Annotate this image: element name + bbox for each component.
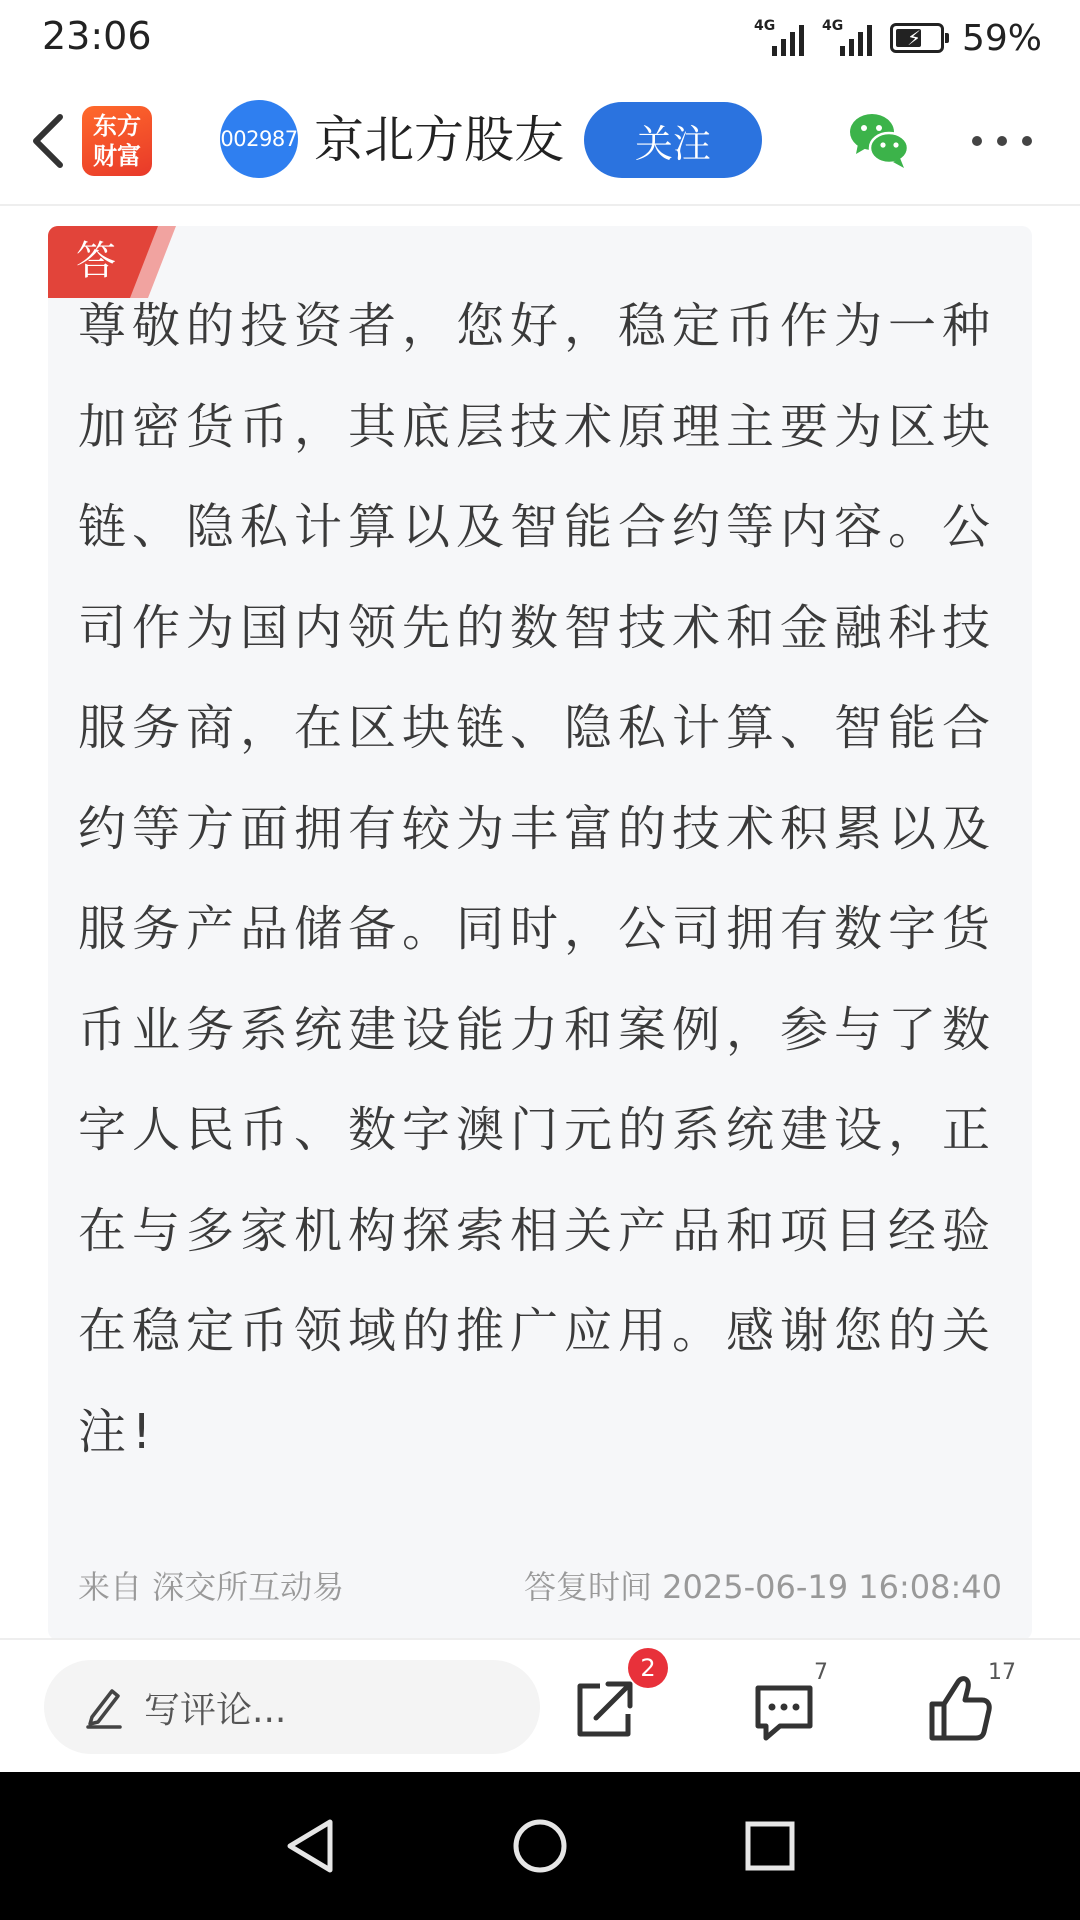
nav-recents-icon[interactable] (732, 1808, 808, 1884)
share-button[interactable] (560, 1654, 656, 1754)
answer-card (48, 226, 1032, 1640)
app-logo[interactable] (82, 106, 152, 176)
share-badge: 2 (628, 1648, 668, 1688)
back-arrow-icon (28, 113, 68, 169)
more-icon (972, 136, 1032, 146)
wechat-share-button[interactable] (846, 106, 912, 172)
battery-percent: 59% (961, 17, 1042, 59)
source-label: 来自 深交所互动易 (78, 1568, 345, 1606)
battery-icon: ⚡ (890, 23, 944, 53)
follow-button[interactable]: 关注 (584, 102, 762, 178)
answer-text: 尊敬的投资者，您好，稳定币作为一种加密货币，其底层技术原理主要为区块链、隐私计算以及智能合约等内容。公司作为国内领先的数智技术和金融科技服务商，在区块链、隐私计算、智能合约等方面拥有较为丰富的技术积累以及服务产品储备。同时，公司拥有数字货币业务系统建设能力和案例，参与了数字人民币、数字澳门元的系统建设，正在与多家机构探索相关产品和项目经验在稳定币领域的推广应用。感谢您的关注! (78, 298, 997, 1460)
app-logo-line1: 东方 (93, 112, 141, 140)
page-title[interactable]: 京北方股友 (314, 111, 564, 169)
signal-label: 4G (821, 18, 844, 34)
answer-badge-label: 答 (76, 238, 116, 284)
status-time: 23:06 (42, 14, 152, 58)
back-button[interactable] (18, 106, 78, 176)
nav-home-icon[interactable] (502, 1808, 578, 1884)
nav-back-icon[interactable] (272, 1808, 348, 1884)
pencil-icon (86, 1685, 122, 1729)
stock-code: 002987 (220, 127, 298, 151)
like-count: 17 (988, 1660, 1016, 1685)
signal-icon (822, 18, 878, 58)
like-button[interactable] (916, 1660, 1016, 1754)
status-bar (0, 0, 1080, 78)
signal-label: 4G (753, 18, 776, 34)
status-icons (754, 16, 1042, 60)
app-logo-line2: 财富 (93, 142, 141, 170)
comment-count: 7 (814, 1660, 828, 1685)
wechat-icon (846, 106, 912, 172)
header (0, 78, 1080, 206)
comment-input[interactable] (44, 1660, 540, 1754)
stock-avatar[interactable] (220, 100, 298, 178)
action-bar (0, 1638, 1080, 1772)
signal-icon (754, 18, 810, 58)
reply-time: 答复时间 2025-06-19 16:08:40 (523, 1568, 1002, 1606)
more-button[interactable] (972, 116, 1032, 166)
comments-button[interactable] (738, 1660, 828, 1754)
system-nav-bar (0, 1772, 1080, 1920)
comment-placeholder: 写评论... (144, 1689, 287, 1731)
